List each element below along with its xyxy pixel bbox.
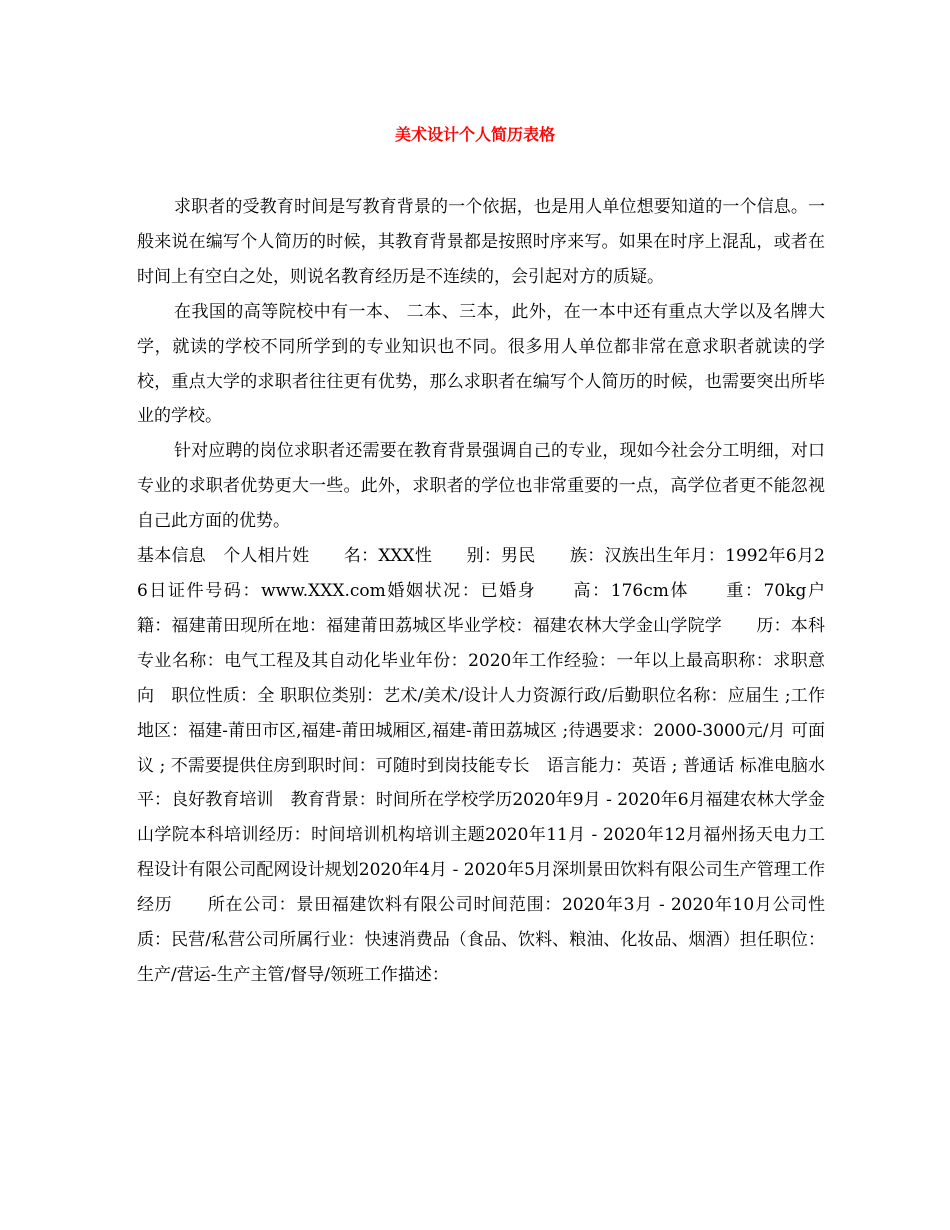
paragraph-major-degree: 针对应聘的岗位求职者还需要在教育背景强调自己的专业，现如今社会分工明细，对口专业的求职者优势更大一些。此外，求职者的学位也非常重要的一点，高学位者更不能忽视自己此方面的优势。: [137, 441, 825, 532]
paragraph-school-tiers: 在我国的高等院校中有一本、 二本、三本，此外，在一本中还有重点大学以及名牌大学，就读的学校不同所学到的专业知识也不同。很多用人单位都非常在意求职者就读的学校，重点大学的求职者往往更有优势，那么求职者在编写个人简历的时候，也需要突出所毕业的学校。: [137, 301, 825, 427]
resume-info-block: 基本信息 个人相片姓 名：XXX性 别：男民 族：汉族出生年月：1992年6月26日证件号码：www.XXX.com婚姻状况：已婚身 高：176cm体 重：70kg户 籍：福建莆田现所在地：福建莆田荔城区毕业学校：福建农林大学金山学院学 历：本科专业名称：电气工程及其自动化毕业年份：2020年工作经验：一年以上最高职称：求职意向 职位性质：全 职职位类别：艺术/美术/设计人力资源行政/后勤职位名称：应届生 ;工作地区：福建-莆田市区,福建-莆田城厢区,福建-莆田荔城区 ;待遇要求：2000-3000元/月 可面议 ; 不需要提供住房到职时间：可随时到岗技能专长 语言能力：英语 ; 普通话 标准电脑水平：良好教育培训 教育背景：时间所在学校学历2020年9月 - 2020年6月福建农林大学金山学院本科培训经历：时间培训机构培训主题2020年11月 - 2020年12月福州扬天电力工程设计有限公司配网设计规划2020年4月 - 2020年5月深圳景田饮料有限公司生产管理工作经历 所在公司：景田福建饮料有限公司时间范围：2020年3月 - 2020年10月公司性质：民营/私营公司所属行业：快速消费品（食品、饮料、粮油、化妆品、烟酒）担任职位：生产/营运-生产主管/督导/领班工作描述：: [137, 546, 859, 985]
document-title: 美术设计个人简历表格: [394, 125, 555, 144]
document-body: [137, 190, 859, 993]
paragraph-education-time: 求职者的受教育时间是写教育背景的一个依据，也是用人单位想要知道的一个信息。一般来说在编写个人简历的时候，其教育背景都是按照时序来写。如果在时序上混乱，或者在时间上有空白之处，则说名教育经历是不连续的，会引起对方的质疑。: [137, 197, 825, 287]
